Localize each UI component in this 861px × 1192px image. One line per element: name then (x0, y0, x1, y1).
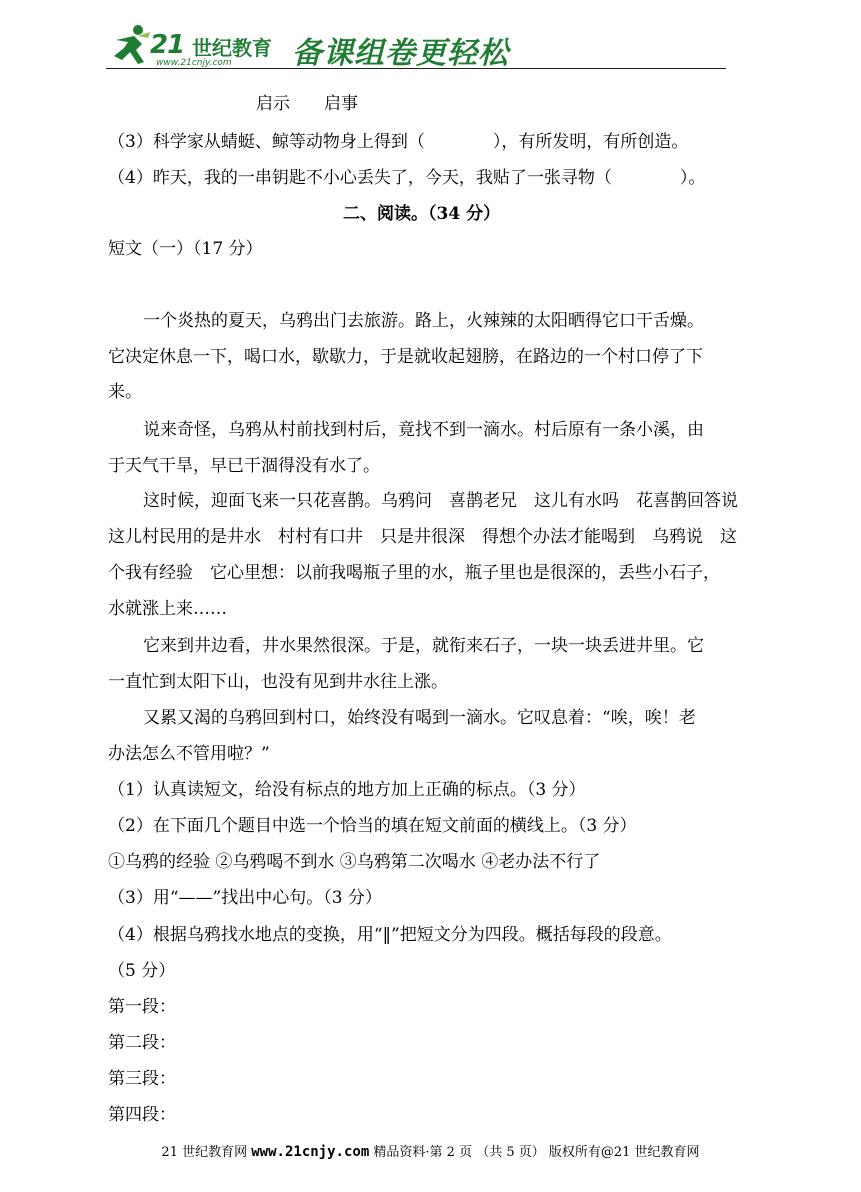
footer-page-info: 精品资料·第 2 页 （共 5 页） 版权所有@21 世纪教育网 (373, 1145, 700, 1160)
header-slogan: 备课组卷更轻松 (292, 36, 509, 71)
page-footer (0, 1141, 861, 1160)
passage-line: 个我有经验 它心里想：以前我喝瓶子里的水，瓶子里也是很深的，丢些小石子， (108, 563, 720, 583)
passage-line: 于天气干旱，早已干涸得没有水了。 (108, 456, 380, 476)
answer-paragraph-4: 第四段： (108, 1105, 176, 1125)
task-2: （2）在下面几个题目中选一个恰当的填在短文前面的横线上。（3 分） (108, 816, 637, 836)
task-4-score: （5 分） (108, 961, 176, 981)
runner-logo-icon (108, 22, 152, 66)
footer-brand: 21 世纪教育网 (161, 1145, 248, 1160)
passage-title: 短文（一）（17 分） (108, 239, 263, 259)
passage-line: 又累又渴的乌鸦回到村口，始终没有喝到一滴水。它叹息着：“唉，唉！老 (143, 708, 696, 728)
logo-url: www.21cnjy.com (156, 58, 232, 68)
passage-line: 这时候，迎面飞来一只花喜鹊。乌鸦问 喜鹊老兄 这儿有水吗 花喜鹊回答说 (143, 491, 738, 511)
answer-paragraph-3: 第三段： (108, 1069, 176, 1089)
passage-line: 说来奇怪，乌鸦从村前找到村后，竟找不到一滴水。村后原有一条小溪，由 (143, 420, 704, 440)
page-header (106, 22, 726, 70)
section-title: 二、阅读。（34 分） (343, 204, 501, 224)
task-3: （3）用“——”找出中心句。（3 分） (108, 888, 382, 908)
passage-line: 一直忙到太阳下山，也没有见到井水往上涨。 (108, 672, 448, 692)
answer-paragraph-2: 第二段： (108, 1033, 176, 1053)
passage-line: 它来到井边看，井水果然很深。于是，就衔来石子，一块一块丢进井里。它 (143, 636, 704, 656)
passage-line: 一个炎热的夏天，乌鸦出门去旅游。路上，火辣辣的太阳晒得它口干舌燥。 (143, 311, 704, 331)
passage-line: 水就涨上来…… (108, 599, 227, 619)
logo-number: 21 (150, 30, 185, 60)
task-1: （1）认真读短文，给没有标点的地方加上正确的标点。（3 分） (108, 780, 586, 800)
answer-options: 启示 启事 (256, 94, 358, 114)
passage-line: 办法怎么不管用啦？” (108, 744, 270, 764)
passage-line: 这儿村民用的是井水 村村有口井 只是井很深 得想个办法才能喝到 乌鸦说 这 (108, 527, 737, 547)
title-choices: ①乌鸦的经验 ②乌鸦喝不到水 ③乌鸦第二次喝水 ④老办法不行了 (108, 852, 601, 872)
question-3: （3）科学家从蜻蜓、鲸等动物身上得到（ ），有所发明，有所创造。 (108, 132, 689, 152)
logo-name: 世纪教育 (192, 36, 272, 60)
passage-line: 来。 (108, 382, 142, 402)
footer-site-link[interactable]: www.21cnjy.com (251, 1144, 370, 1160)
passage-line: 它决定休息一下，喝口水，歇歇力，于是就收起翅膀，在路边的一个村口停了下 (108, 347, 703, 367)
question-4: （4）昨天，我的一串钥匙不小心丢失了，今天，我贴了一张寻物（ ）。 (108, 168, 706, 188)
answer-paragraph-1: 第一段： (108, 997, 176, 1017)
task-4: （4）根据乌鸦找水地点的变换，用“‖”把短文分为四段。概括每段的段意。 (108, 925, 672, 945)
header-divider (106, 68, 726, 69)
